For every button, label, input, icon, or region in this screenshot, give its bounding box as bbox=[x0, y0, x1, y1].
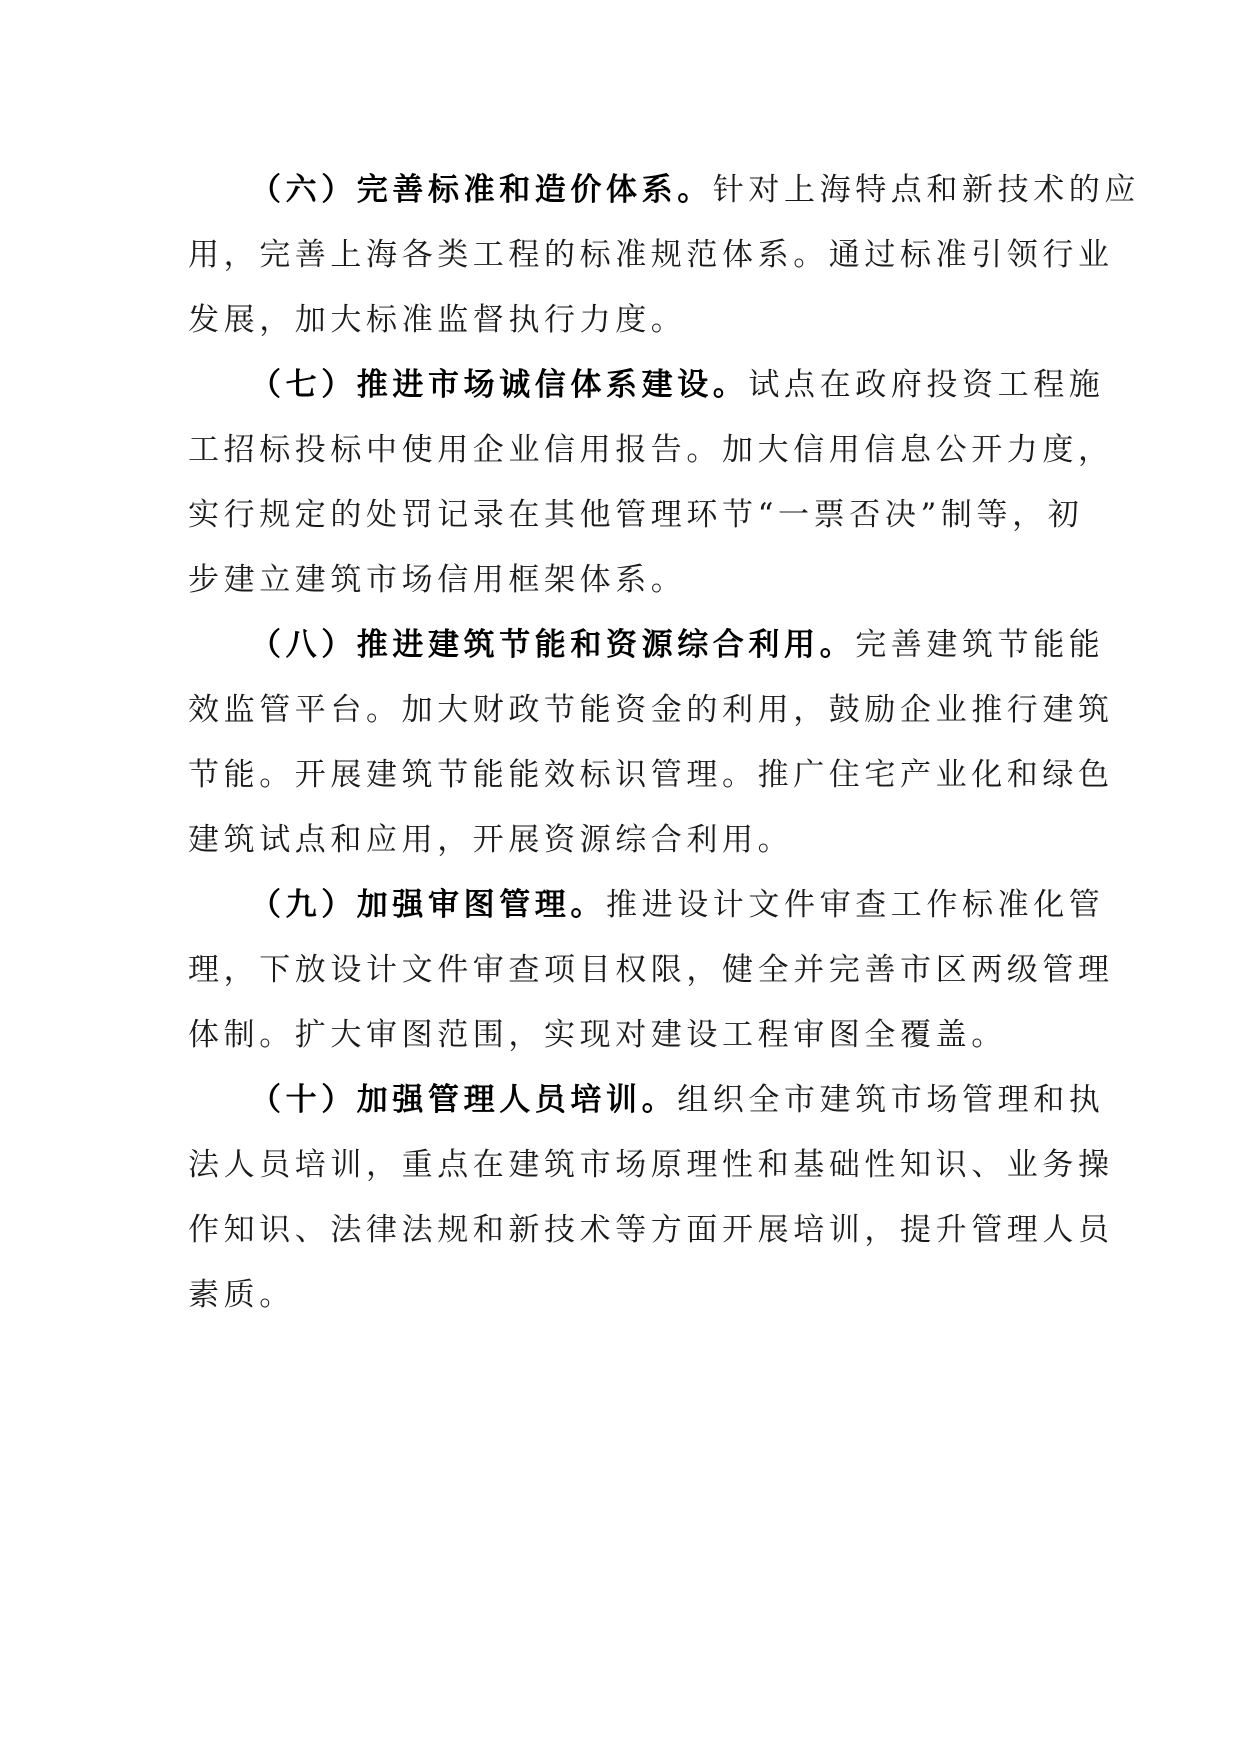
section-6-paragraph bbox=[188, 158, 1141, 353]
section-10-heading: （十）加强管理人员培训。 bbox=[250, 1082, 678, 1118]
section-8-heading: （八）推进建筑节能和资源综合利用。 bbox=[250, 627, 856, 663]
section-7-line-1 bbox=[188, 353, 1105, 418]
section-8-line-4: 建筑试点和应用，开展资源综合利用。 bbox=[188, 822, 794, 858]
section-10-line-2: 法人员培训，重点在建筑市场原理性和基础性知识、业务操 bbox=[188, 1147, 1114, 1183]
section-10-line-1 bbox=[188, 1068, 1105, 1133]
section-7-line-2: 工招标投标中使用企业信用报告。加大信用信息公开力度， bbox=[188, 432, 1114, 468]
section-6-line-3: 发展，加大标准监督执行力度。 bbox=[188, 302, 687, 338]
section-8-line-1-text: 完善建筑节能能 bbox=[855, 627, 1105, 663]
section-10-paragraph bbox=[188, 1068, 1114, 1328]
section-8-line-3: 节能。开展建筑节能能效标识管理。推广住宅产业化和绿色 bbox=[188, 757, 1114, 793]
section-6-line-1-text: 针对上海特点和新技术的应 bbox=[712, 172, 1141, 208]
section-6-line-1 bbox=[188, 158, 1141, 223]
document-body bbox=[188, 158, 1141, 1328]
section-9-line-3: 体制。扩大审图范围，实现对建设工程审图全覆盖。 bbox=[188, 1017, 1007, 1053]
section-8-paragraph bbox=[188, 613, 1114, 873]
section-10-line-4: 素质。 bbox=[188, 1277, 295, 1313]
section-9-heading: （九）加强审图管理。 bbox=[250, 887, 606, 923]
section-7-paragraph bbox=[188, 353, 1114, 613]
section-7-line-4: 步建立建筑市场信用框架体系。 bbox=[188, 562, 687, 598]
section-9-line-1 bbox=[188, 873, 1105, 938]
section-9-line-2: 理，下放设计文件审查项目权限，健全并完善市区两级管理 bbox=[188, 952, 1114, 988]
section-6-line-2: 用，完善上海各类工程的标准规范体系。通过标准引领行业 bbox=[188, 237, 1114, 273]
section-6-heading: （六）完善标准和造价体系。 bbox=[250, 172, 713, 208]
section-7-line-3: 实行规定的处罚记录在其他管理环节“一票否决”制等，初 bbox=[188, 497, 1084, 533]
section-10-line-1-text: 组织全市建筑市场管理和执 bbox=[677, 1082, 1105, 1118]
section-8-line-1 bbox=[188, 613, 1105, 678]
section-9-line-1-text: 推进设计文件审查工作标准化管 bbox=[606, 887, 1105, 923]
section-8-line-2: 效监管平台。加大财政节能资金的利用，鼓励企业推行建筑 bbox=[188, 692, 1114, 728]
section-9-paragraph bbox=[188, 873, 1114, 1068]
section-10-line-3: 作知识、法律法规和新技术等方面开展培训，提升管理人员 bbox=[188, 1212, 1114, 1248]
section-7-line-1-text: 试点在政府投资工程施 bbox=[748, 367, 1105, 403]
section-7-heading: （七）推进市场诚信体系建设。 bbox=[250, 367, 749, 403]
